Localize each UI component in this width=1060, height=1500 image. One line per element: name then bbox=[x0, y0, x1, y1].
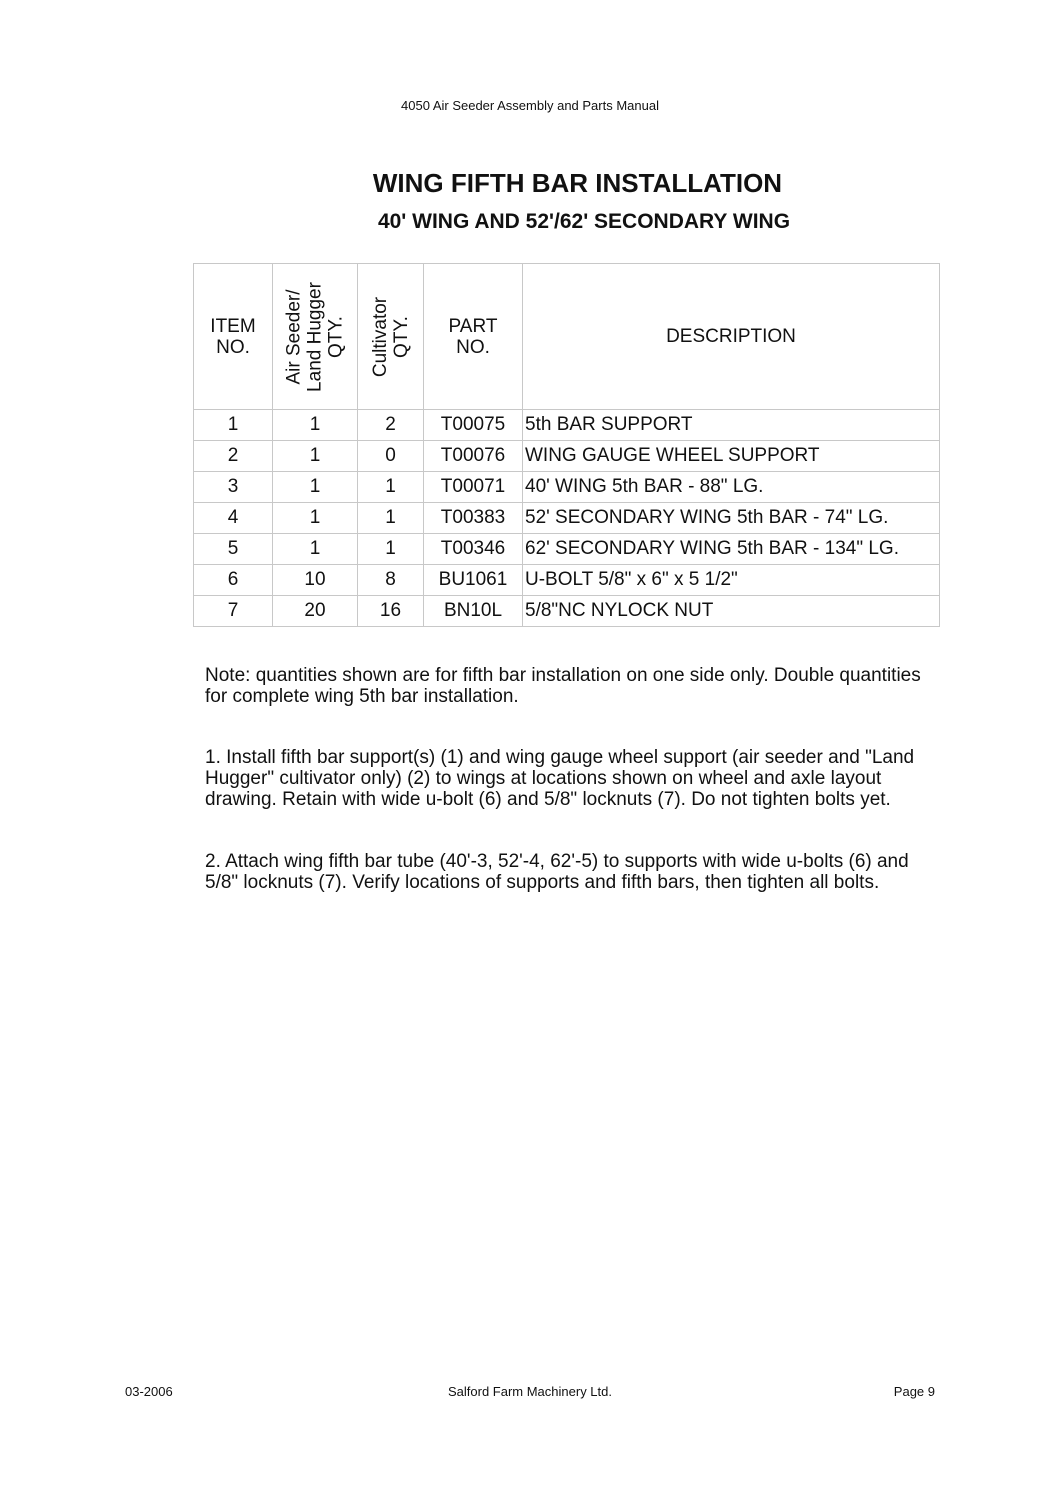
part-no-cell: BU1061 bbox=[424, 565, 523, 596]
description-cell: U-BOLT 5/8" x 6" x 5 1/2" bbox=[523, 565, 940, 596]
item-no-cell: 5 bbox=[194, 534, 273, 565]
table-row bbox=[194, 503, 940, 534]
table-row bbox=[194, 565, 940, 596]
header-part-no: PART NO. bbox=[424, 264, 523, 410]
table-row bbox=[194, 534, 940, 565]
part-no-cell: BN10L bbox=[424, 596, 523, 627]
item-no-cell: 4 bbox=[194, 503, 273, 534]
table-row bbox=[194, 410, 940, 441]
description-cell: 5th BAR SUPPORT bbox=[523, 410, 940, 441]
part-no-cell: T00071 bbox=[424, 472, 523, 503]
header-description: DESCRIPTION bbox=[523, 264, 940, 410]
cultivator-qty-cell: 8 bbox=[358, 565, 424, 596]
cultivator-qty-cell: 1 bbox=[358, 472, 424, 503]
footer-company: Salford Farm Machinery Ltd. bbox=[447, 1384, 612, 1399]
item-no-cell: 6 bbox=[194, 565, 273, 596]
cultivator-qty-cell: 16 bbox=[358, 596, 424, 627]
description-cell: 52' SECONDARY WING 5th BAR - 74" LG. bbox=[523, 503, 940, 534]
page-title: WING FIFTH BAR INSTALLATION bbox=[372, 168, 783, 198]
table-row bbox=[194, 441, 940, 472]
air-seeder-qty-cell: 1 bbox=[273, 534, 358, 565]
manual-header: 4050 Air Seeder Assembly and Parts Manual bbox=[401, 98, 659, 113]
table-row bbox=[194, 596, 940, 627]
cultivator-qty-cell: 0 bbox=[358, 441, 424, 472]
footer-page-number: Page 9 bbox=[893, 1384, 935, 1399]
item-no-cell: 7 bbox=[194, 596, 273, 627]
description-cell: 5/8"NC NYLOCK NUT bbox=[523, 596, 940, 627]
parts-table bbox=[193, 263, 940, 627]
header-cultivator-qty: Cultivator QTY. bbox=[358, 264, 424, 410]
item-no-cell: 1 bbox=[194, 410, 273, 441]
air-seeder-qty-cell: 1 bbox=[273, 472, 358, 503]
instruction-step-2: 2. Attach wing fifth bar tube (40'-3, 52'-4, 62'-5) to supports with wide u-bolts (6) and 5/8" locknuts (7). Verify locations of supports and fifth bars, then tighten all bolts. bbox=[205, 851, 909, 893]
header-item-no: ITEM NO. bbox=[194, 264, 273, 410]
description-cell: 40' WING 5th BAR - 88" LG. bbox=[523, 472, 940, 503]
item-no-cell: 3 bbox=[194, 472, 273, 503]
instruction-step-1: 1. Install fifth bar support(s) (1) and wing gauge wheel support (air seeder and "Land Hugger" cultivator only) (2) to wings at locations shown on wheel and axle layout drawing. Retain with wide u-bolt (6) and 5/8" locknuts (7). Do not tighten bolts yet. bbox=[205, 747, 915, 810]
item-no-cell: 2 bbox=[194, 441, 273, 472]
cultivator-qty-cell: 1 bbox=[358, 534, 424, 565]
description-cell: WING GAUGE WHEEL SUPPORT bbox=[523, 441, 940, 472]
header-air-seeder-qty: Air Seeder/ Land Hugger QTY. bbox=[273, 264, 358, 410]
footer-date: 03-2006 bbox=[125, 1384, 173, 1399]
air-seeder-qty-cell: 10 bbox=[273, 565, 358, 596]
description-cell: 62' SECONDARY WING 5th BAR - 134" LG. bbox=[523, 534, 940, 565]
part-no-cell: T00346 bbox=[424, 534, 523, 565]
part-no-cell: T00076 bbox=[424, 441, 523, 472]
air-seeder-qty-cell: 1 bbox=[273, 503, 358, 534]
quantity-note: Note: quantities shown are for fifth bar installation on one side only. Double quantities for complete wing 5th bar installation. bbox=[205, 665, 921, 707]
cultivator-qty-cell: 1 bbox=[358, 503, 424, 534]
cultivator-qty-cell: 2 bbox=[358, 410, 424, 441]
table-header-row bbox=[194, 264, 940, 410]
table-row bbox=[194, 472, 940, 503]
part-no-cell: T00383 bbox=[424, 503, 523, 534]
air-seeder-qty-cell: 1 bbox=[273, 410, 358, 441]
part-no-cell: T00075 bbox=[424, 410, 523, 441]
page-subtitle: 40' WING AND 52'/62' SECONDARY WING bbox=[377, 210, 791, 233]
air-seeder-qty-cell: 1 bbox=[273, 441, 358, 472]
air-seeder-qty-cell: 20 bbox=[273, 596, 358, 627]
